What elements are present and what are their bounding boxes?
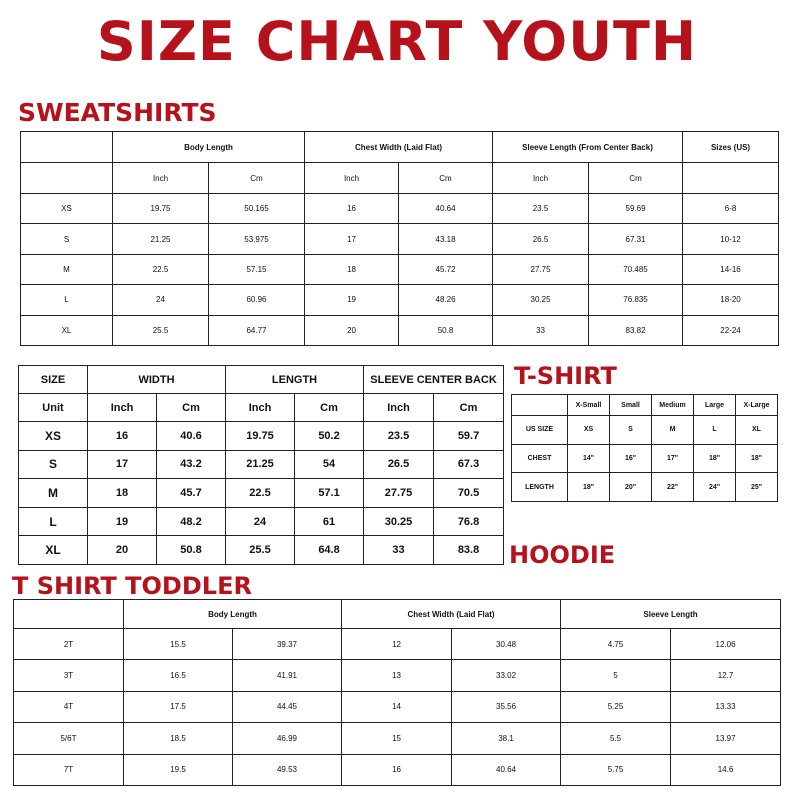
table-cell: 18-20: [683, 285, 779, 315]
table-cell: 26.5: [364, 450, 434, 479]
table-cell: 76.8: [434, 507, 504, 536]
table-cell: 24: [226, 507, 295, 536]
table-cell: M: [652, 416, 694, 445]
table-cell: 59.69: [589, 194, 683, 224]
toddler-heading: T SHIRT TODDLER: [12, 572, 252, 600]
table-cell: 14: [342, 691, 452, 722]
sweatshirts-group-row: [21, 132, 779, 163]
table-cell: 40.6: [157, 422, 226, 451]
table-cell: M: [19, 479, 88, 508]
table-cell: 4.75: [561, 629, 671, 660]
table-cell: 21.25: [226, 450, 295, 479]
table-cell: 70.485: [589, 254, 683, 284]
header-cell: Chest Width (Laid Flat): [342, 600, 561, 629]
table-row: [19, 450, 504, 479]
table-cell: US SIZE: [512, 416, 568, 445]
table-cell: 3T: [14, 660, 124, 691]
table-cell: XS: [19, 422, 88, 451]
table-cell: 22.5: [226, 479, 295, 508]
table-cell: 20": [610, 473, 652, 502]
toddler-group-row: [14, 600, 781, 629]
header-cell: X-Large: [736, 395, 778, 416]
table-cell: 50.2: [295, 422, 364, 451]
table-cell: 25": [736, 473, 778, 502]
hoodie-unit-row: [19, 394, 504, 422]
table-row: [21, 254, 779, 284]
table-cell: 27.75: [364, 479, 434, 508]
table-cell: M: [21, 254, 113, 284]
header-cell: Sleeve Length (From Center Back): [493, 132, 683, 163]
unit-cell: Inch: [305, 163, 399, 194]
table-row: [21, 315, 779, 345]
table-row: [21, 194, 779, 224]
table-cell: 5.75: [561, 754, 671, 785]
unit-cell: Cm: [399, 163, 493, 194]
table-cell: 19: [305, 285, 399, 315]
table-cell: 16: [305, 194, 399, 224]
table-cell: 24": [694, 473, 736, 502]
table-cell: CHEST: [512, 444, 568, 473]
unit-cell: Cm: [157, 394, 226, 422]
header-cell: SLEEVE CENTER BACK: [364, 366, 504, 394]
header-cell: [683, 163, 779, 194]
table-row: [19, 479, 504, 508]
table-cell: 26.5: [493, 224, 589, 254]
header-cell: Sleeve Length: [561, 600, 781, 629]
table-cell: 18": [568, 473, 610, 502]
header-cell: [21, 163, 113, 194]
table-cell: S: [19, 450, 88, 479]
table-cell: 41.91: [233, 660, 342, 691]
table-cell: 61: [295, 507, 364, 536]
table-cell: XS: [21, 194, 113, 224]
table-cell: L: [21, 285, 113, 315]
table-cell: 18: [305, 254, 399, 284]
table-cell: 40.64: [399, 194, 493, 224]
table-cell: 83.8: [434, 536, 504, 565]
sweatshirts-table: [20, 131, 779, 346]
table-cell: 33.02: [452, 660, 561, 691]
table-cell: 19.5: [124, 754, 233, 785]
unit-cell: Inch: [88, 394, 157, 422]
table-cell: 45.72: [399, 254, 493, 284]
unit-cell: Inch: [226, 394, 295, 422]
table-cell: 18": [694, 444, 736, 473]
table-cell: 12.06: [671, 629, 781, 660]
table-cell: 70.5: [434, 479, 504, 508]
table-cell: 22": [652, 473, 694, 502]
header-cell: Chest Width (Laid Flat): [305, 132, 493, 163]
hoodie-heading: HOODIE: [509, 541, 616, 569]
table-row: [14, 660, 781, 691]
header-cell: Medium: [652, 395, 694, 416]
sweatshirts-heading: SWEATSHIRTS: [18, 98, 217, 127]
table-cell: 57.15: [209, 254, 305, 284]
table-cell: 5.25: [561, 691, 671, 722]
table-cell: 43.2: [157, 450, 226, 479]
header-cell: Sizes (US): [683, 132, 779, 163]
table-cell: S: [21, 224, 113, 254]
header-cell: Small: [610, 395, 652, 416]
toddler-table: [13, 599, 781, 786]
table-cell: 22.5: [113, 254, 209, 284]
table-cell: 64.77: [209, 315, 305, 345]
table-cell: 83.82: [589, 315, 683, 345]
table-cell: 60.96: [209, 285, 305, 315]
tshirt-heading: T-SHIRT: [514, 362, 617, 390]
table-cell: 44.45: [233, 691, 342, 722]
table-cell: 15: [342, 723, 452, 754]
table-cell: XL: [736, 416, 778, 445]
table-cell: 33: [493, 315, 589, 345]
table-cell: 21.25: [113, 224, 209, 254]
table-cell: 15.5: [124, 629, 233, 660]
table-cell: 35.56: [452, 691, 561, 722]
unit-cell: Inch: [113, 163, 209, 194]
sweatshirts-unit-row: [21, 163, 779, 194]
header-cell: Body Length: [113, 132, 305, 163]
header-cell: [512, 395, 568, 416]
table-row: [14, 754, 781, 785]
hoodie-table: [18, 365, 504, 565]
unit-cell: Inch: [364, 394, 434, 422]
table-cell: 30.25: [364, 507, 434, 536]
table-cell: 38.1: [452, 723, 561, 754]
table-cell: 13.97: [671, 723, 781, 754]
header-cell: Body Length: [124, 600, 342, 629]
unit-label: Unit: [19, 394, 88, 422]
header-cell: X-Small: [568, 395, 610, 416]
unit-cell: Cm: [589, 163, 683, 194]
table-cell: 14": [568, 444, 610, 473]
table-cell: 24: [113, 285, 209, 315]
table-cell: XL: [21, 315, 113, 345]
table-cell: 5.5: [561, 723, 671, 754]
table-cell: 46.99: [233, 723, 342, 754]
table-cell: 50.8: [157, 536, 226, 565]
table-cell: 16: [88, 422, 157, 451]
table-cell: 67.3: [434, 450, 504, 479]
table-cell: 16.5: [124, 660, 233, 691]
table-cell: 50.165: [209, 194, 305, 224]
table-cell: XL: [19, 536, 88, 565]
header-cell: SIZE: [19, 366, 88, 394]
table-cell: L: [19, 507, 88, 536]
table-cell: 16: [342, 754, 452, 785]
table-cell: 48.2: [157, 507, 226, 536]
table-cell: 16": [610, 444, 652, 473]
table-cell: 45.7: [157, 479, 226, 508]
table-cell: 17": [652, 444, 694, 473]
table-cell: 13.33: [671, 691, 781, 722]
table-row: [512, 473, 778, 502]
unit-cell: Cm: [209, 163, 305, 194]
table-cell: 67.31: [589, 224, 683, 254]
table-cell: 53.975: [209, 224, 305, 254]
table-cell: LENGTH: [512, 473, 568, 502]
table-cell: 76.835: [589, 285, 683, 315]
table-row: [19, 536, 504, 565]
table-cell: 19.75: [226, 422, 295, 451]
table-cell: 4T: [14, 691, 124, 722]
table-cell: S: [610, 416, 652, 445]
table-row: [14, 629, 781, 660]
table-cell: 17: [305, 224, 399, 254]
page-title: SIZE CHART YOUTH: [96, 10, 698, 73]
table-cell: 57.1: [295, 479, 364, 508]
table-cell: 49.53: [233, 754, 342, 785]
table-cell: 25.5: [226, 536, 295, 565]
table-cell: 17: [88, 450, 157, 479]
table-row: [14, 723, 781, 754]
table-row: [512, 444, 778, 473]
table-cell: 18.5: [124, 723, 233, 754]
table-cell: 23.5: [364, 422, 434, 451]
header-cell: WIDTH: [88, 366, 226, 394]
unit-cell: Cm: [434, 394, 504, 422]
table-row: [19, 507, 504, 536]
table-cell: 18: [88, 479, 157, 508]
table-row: [14, 691, 781, 722]
table-row: [21, 285, 779, 315]
header-cell: [14, 600, 124, 629]
table-cell: 7T: [14, 754, 124, 785]
tshirt-table: [511, 394, 778, 502]
table-cell: 50.8: [399, 315, 493, 345]
table-cell: 19.75: [113, 194, 209, 224]
table-cell: 48.26: [399, 285, 493, 315]
table-cell: 5: [561, 660, 671, 691]
table-cell: 25.5: [113, 315, 209, 345]
table-cell: 30.25: [493, 285, 589, 315]
unit-cell: Inch: [493, 163, 589, 194]
tshirt-size-row: [512, 395, 778, 416]
table-cell: 20: [305, 315, 399, 345]
table-cell: 23.5: [493, 194, 589, 224]
table-cell: 33: [364, 536, 434, 565]
table-cell: 30.48: [452, 629, 561, 660]
table-cell: 54: [295, 450, 364, 479]
table-cell: 14-16: [683, 254, 779, 284]
table-cell: 14.6: [671, 754, 781, 785]
table-cell: 39.37: [233, 629, 342, 660]
table-row: [21, 224, 779, 254]
header-cell: LENGTH: [226, 366, 364, 394]
table-row: [512, 416, 778, 445]
table-cell: 5/6T: [14, 723, 124, 754]
table-cell: 20: [88, 536, 157, 565]
table-cell: 12.7: [671, 660, 781, 691]
hoodie-group-row: [19, 366, 504, 394]
table-cell: 12: [342, 629, 452, 660]
table-cell: 27.75: [493, 254, 589, 284]
table-cell: L: [694, 416, 736, 445]
header-cell: Large: [694, 395, 736, 416]
table-cell: 6-8: [683, 194, 779, 224]
table-cell: 2T: [14, 629, 124, 660]
table-cell: XS: [568, 416, 610, 445]
table-cell: 40.64: [452, 754, 561, 785]
table-cell: 13: [342, 660, 452, 691]
table-row: [19, 422, 504, 451]
header-cell: [21, 132, 113, 163]
table-cell: 59.7: [434, 422, 504, 451]
table-cell: 10-12: [683, 224, 779, 254]
table-cell: 43.18: [399, 224, 493, 254]
unit-cell: Cm: [295, 394, 364, 422]
table-cell: 19: [88, 507, 157, 536]
table-cell: 22-24: [683, 315, 779, 345]
table-cell: 64.8: [295, 536, 364, 565]
table-cell: 17.5: [124, 691, 233, 722]
table-cell: 18": [736, 444, 778, 473]
